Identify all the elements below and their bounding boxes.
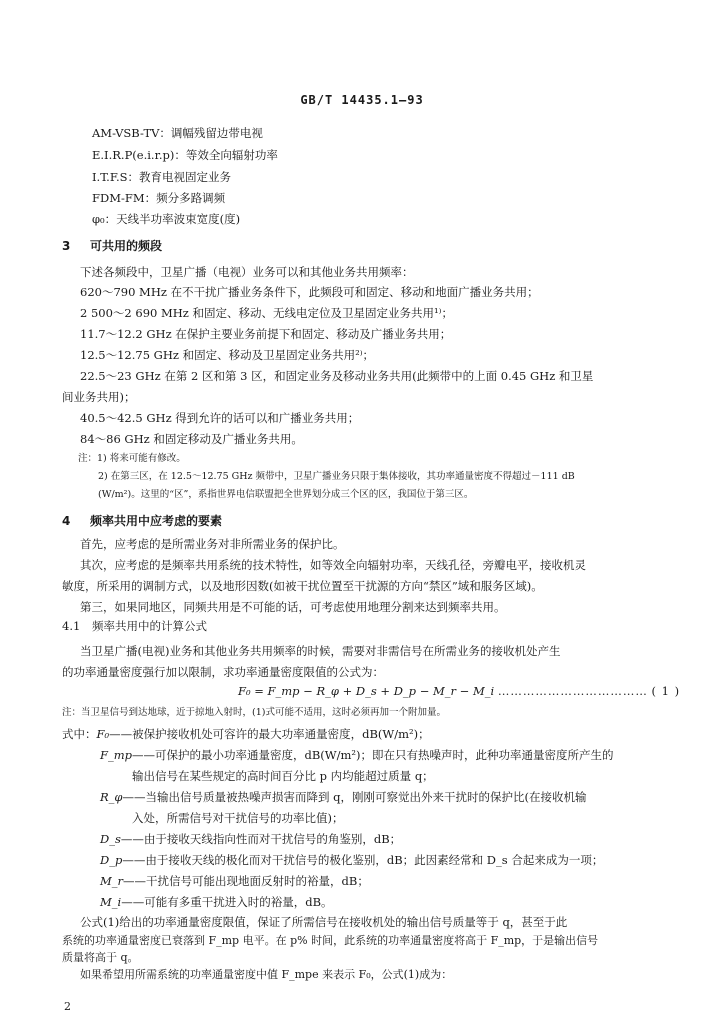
definition-symbol: F_mp [100,748,132,762]
page-number: 2 [64,1000,71,1013]
definition-symbol: D_p [100,853,123,867]
definition-symbol: M_i [100,895,122,909]
paragraph-line: 当卫星广播(电视)业务和其他业务共用频率的时候，需要对非需信号在所需业务的接收机处产生 [80,644,561,658]
section-title: 可共用的频段 [90,239,163,253]
footnote: 2) 在第三区，在 12.5～12.75 GHz 频带中，卫星广播业务只限于集体接收，其功率通量密度不得超过－111 dB [98,471,575,482]
definition-text: ——可能有多重干扰进入时的裕量，dB。 [121,895,333,909]
paragraph-line: 的功率通量密度强行加以限制，求功率通量密度限值的公式为： [62,665,384,679]
section-number: 4.1 [62,619,81,633]
formula-note: 注：当卫星信号到达地球，近于掠地入射时，(1)式可能不适用，这时必须再加一个附加量。 [62,707,446,718]
definition-row [62,724,652,745]
definition-symbol: R_φ [100,790,123,804]
section-number: 4 [62,514,71,528]
footnote: (W/m²)。这里的“区”，系指世界电信联盟把全世界划分成三个区的区，我国位于第三区。 [98,489,474,500]
definition-row [100,850,652,871]
paragraph-line: 系统的功率通量密度已衰落到 F_mp 电平。在 p% 时间，此系统的功率通量密度将高于 F_mp，于是输出信号 [62,934,599,947]
paragraph-line: 敏度，所采用的调制方式，以及地形因数(如被干扰位置至干扰源的方向“禁区”域和服务区域)。 [62,579,543,593]
definition-text: ——被保护接收机处可容许的最大功率通量密度，dB(W/m²)； [109,727,430,741]
band-line: 22.5～23 GHz 在第 2 区和第 3 区，和固定业务及移动业务共用(此频带中的上面 0.45 GHz 和卫星 [80,369,594,383]
section-3-intro: 下述各频段中，卫星广播（电视）业务可以和其他业务共用频率： [80,265,414,279]
band-line: 12.5～12.75 GHz 和固定、移动及卫星固定业务共用²⁾； [80,348,375,362]
definition-row [100,871,652,892]
section-title: 频率共用中应考虑的要素 [90,514,223,528]
definition-symbol: F₀ [96,727,110,741]
definition-row [100,745,652,766]
paragraph-line: 第三，如果同地区，同频共用是不可能的话，可考虑使用地理分割来达到频率共用。 [80,600,506,614]
paragraph-line: 质量将高于 q。 [62,951,139,964]
paragraph-line: 公式(1)给出的功率通量密度限值，保证了所需信号在接收机处的输出信号质量等于 q，甚至于此 [80,915,568,929]
band-line: 40.5～42.5 GHz 得到允许的话可以和广播业务共用； [80,411,360,425]
paragraph-line: 其次，应考虑的是频率共用系统的技术特性，如等效全向辐射功率，天线孔径，旁瓣电平，接收机灵 [80,558,586,572]
definition-continuation: 输出信号在某些规定的高时间百分比 p 内均能超过质量 q； [132,769,434,783]
band-line: 11.7～12.2 GHz 在保护主要业务前提下和固定、移动及广播业务共用； [80,327,452,341]
definition-text: ——干扰信号可能出现地面反射时的裕量，dB； [123,874,369,888]
where-label: 式中： [62,727,97,741]
section-4-1-heading [62,618,207,634]
band-line: 84～86 GHz 和固定移动及广播业务共用。 [80,432,303,446]
definition-symbol: D_s [100,832,121,846]
abbreviation-line: FDM-FM：频分多路调频 [92,191,226,205]
definition-symbol: M_r [100,874,124,888]
definition-text: ——由于接收天线的极化而对干扰信号的极化鉴别，dB；此因素经常和 D_s 合起来成为一项； [122,853,604,867]
abbreviation-line: φ₀：天线半功率波束宽度(度) [92,212,241,226]
section-4-heading [62,512,222,529]
section-number: 3 [62,239,71,253]
section-title: 频率共用中的计算公式 [92,619,207,633]
section-3-heading [62,237,162,254]
definition-row [100,829,652,850]
band-line: 2 500～2 690 MHz 和固定、移动、无线电定位及卫星固定业务共用¹⁾； [80,306,453,320]
abbreviation-line: AM-VSB-TV：调幅残留边带电视 [92,126,263,140]
definition-text: ——可保护的最小功率通量密度，dB(W/m²)；即在只有热噪声时，此种功率通量密度所产生的 [132,748,614,762]
formula-leader: ……………………………… [497,684,648,698]
band-line: 间业务共用)； [62,390,136,404]
formula-expression: F₀ = F_mp − R_φ + D_s + D_p − M_r − M_i [238,684,495,698]
formula-1 [238,684,680,698]
abbreviation-line: E.I.R.P(e.i.r.p)：等效全向辐射功率 [92,148,278,162]
definition-row [100,892,652,913]
definition-text: ——由于接收天线指向性而对干扰信号的角鉴别，dB； [120,832,402,846]
formula-number: ( 1 ) [651,684,681,698]
band-line: 620～790 MHz 在不干扰广播业务条件下，此频段可和固定、移动和地面广播业务共用； [80,285,539,299]
footnote: 注：1) 将来可能有修改。 [78,453,186,464]
definition-row [100,787,652,808]
definition-continuation: 入处，所需信号对干扰信号的功率比值)； [132,811,344,825]
abbreviation-line: I.T.F.S：教育电视固定业务 [92,170,232,184]
page-header: GB/T 14435.1—93 [300,93,424,107]
definition-text: ——当输出信号质量被热噪声损害而降到 q，刚刚可察觉出外来干扰时的保护比(在接收机输 [122,790,587,804]
paragraph-line: 如果希望用所需系统的功率通量密度中值 F_mpe 来表示 F₀，公式(1)成为： [80,968,453,981]
paragraph-line: 首先，应考虑的是所需业务对非所需业务的保护比。 [80,537,345,551]
